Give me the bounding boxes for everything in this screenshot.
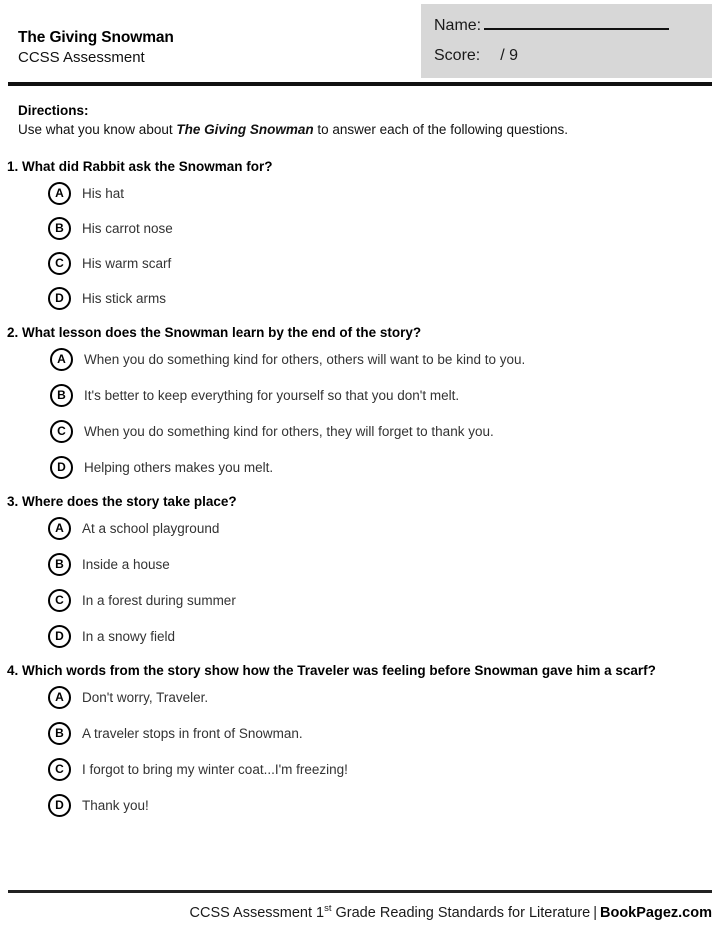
option-label: Thank you! [82, 797, 149, 813]
name-write-in-line[interactable] [484, 14, 669, 30]
option-bubble-a[interactable]: A [48, 517, 71, 540]
question-2-prompt: What lesson does the Snowman learn by the end of the story? [22, 325, 422, 340]
footer-divider [8, 890, 712, 893]
question-2-text [0, 324, 720, 341]
option-row[interactable] [48, 757, 720, 781]
option-label: His stick arms [82, 290, 166, 306]
option-bubble-c[interactable]: C [48, 252, 71, 275]
score-label: Score: [434, 47, 481, 64]
option-label: When you do something kind for others, others will want to be kind to you. [84, 351, 526, 367]
option-row[interactable] [48, 286, 720, 310]
option-bubble-a[interactable]: A [48, 182, 71, 205]
question-3-number: 3. [7, 494, 19, 509]
question-1-number: 1. [7, 159, 19, 174]
question-2-options [0, 347, 720, 479]
question-3 [0, 493, 720, 648]
option-row[interactable] [50, 455, 720, 479]
option-bubble-b[interactable]: B [48, 217, 71, 240]
footer-separator: | [593, 904, 597, 921]
option-row[interactable] [48, 588, 720, 612]
option-label: Inside a house [82, 556, 170, 572]
option-bubble-c[interactable]: C [48, 589, 71, 612]
header-divider [8, 82, 712, 86]
option-row[interactable] [48, 721, 720, 745]
directions-text-before: Use what you know about [18, 122, 177, 137]
option-row[interactable] [48, 516, 720, 540]
name-score-box [421, 4, 712, 78]
option-bubble-b[interactable]: B [48, 553, 71, 576]
option-row[interactable] [50, 383, 720, 407]
question-4 [0, 662, 720, 817]
header-titles [18, 28, 174, 68]
name-row [434, 14, 669, 35]
option-row[interactable] [48, 181, 720, 205]
option-row[interactable] [50, 347, 720, 371]
page-header [0, 0, 720, 84]
option-label: In a forest during summer [82, 592, 236, 608]
option-label: At a school playground [82, 520, 220, 536]
score-value: / 9 [500, 47, 519, 64]
score-row [434, 47, 518, 65]
option-label: A traveler stops in front of Snowman. [82, 725, 303, 741]
option-label: When you do something kind for others, they will forget to thank you. [84, 423, 494, 439]
question-4-text [0, 662, 720, 679]
option-bubble-b[interactable]: B [48, 722, 71, 745]
directions-section [18, 103, 708, 138]
option-row[interactable] [48, 685, 720, 709]
option-label: I forgot to bring my winter coat...I'm freezing! [82, 761, 348, 777]
option-bubble-d[interactable]: D [48, 625, 71, 648]
directions-text-after: to answer each of the following questions. [313, 122, 569, 137]
question-4-number: 4. [7, 663, 19, 678]
page-title: The Giving Snowman [18, 29, 174, 46]
option-label: His warm scarf [82, 255, 172, 271]
question-3-prompt: Where does the story take place? [22, 494, 237, 509]
question-3-options [0, 516, 720, 648]
option-label: Don't worry, Traveler. [82, 689, 209, 705]
footer-ordinal-suffix: st [324, 903, 332, 914]
directions-book-title: The Giving Snowman [176, 122, 314, 137]
option-row[interactable] [48, 216, 720, 240]
question-1-text [0, 158, 720, 175]
question-1-options [0, 181, 720, 310]
question-3-text [0, 493, 720, 510]
question-4-prompt: Which words from the story show how the Traveler was feeling before Snowman gave him a scarf? [22, 663, 656, 678]
option-label: It's better to keep everything for yourself so that you don't melt. [84, 387, 460, 403]
directions-text [18, 121, 708, 138]
question-2-number: 2. [7, 325, 19, 340]
option-label: His carrot nose [82, 220, 173, 236]
name-label: Name: [434, 17, 482, 34]
option-bubble-b[interactable]: B [50, 384, 73, 407]
footer-standard-rest: Grade Reading Standards for Literature [331, 904, 591, 921]
question-2 [0, 324, 720, 479]
question-4-options [0, 685, 720, 817]
option-row[interactable] [50, 419, 720, 443]
option-bubble-a[interactable]: A [50, 348, 73, 371]
option-row[interactable] [48, 552, 720, 576]
question-1-prompt: What did Rabbit ask the Snowman for? [22, 159, 273, 174]
option-bubble-c[interactable]: C [48, 758, 71, 781]
option-label: His hat [82, 185, 125, 201]
option-bubble-d[interactable]: D [48, 794, 71, 817]
directions-label: Directions: [18, 103, 89, 118]
question-1 [0, 158, 720, 310]
footer-standard-text: CCSS Assessment 1 [189, 904, 325, 921]
option-bubble-c[interactable]: C [50, 420, 73, 443]
option-bubble-d[interactable]: D [48, 287, 71, 310]
option-bubble-d[interactable]: D [50, 456, 73, 479]
questions-list [0, 158, 720, 829]
option-label: Helping others makes you melt. [84, 459, 274, 475]
footer [8, 903, 712, 921]
option-label: In a snowy field [82, 628, 176, 644]
footer-brand: BookPagez.com [600, 904, 712, 921]
option-row[interactable] [48, 624, 720, 648]
option-row[interactable] [48, 793, 720, 817]
page-subtitle: CCSS Assessment [18, 49, 145, 66]
option-row[interactable] [48, 251, 720, 275]
option-bubble-a[interactable]: A [48, 686, 71, 709]
